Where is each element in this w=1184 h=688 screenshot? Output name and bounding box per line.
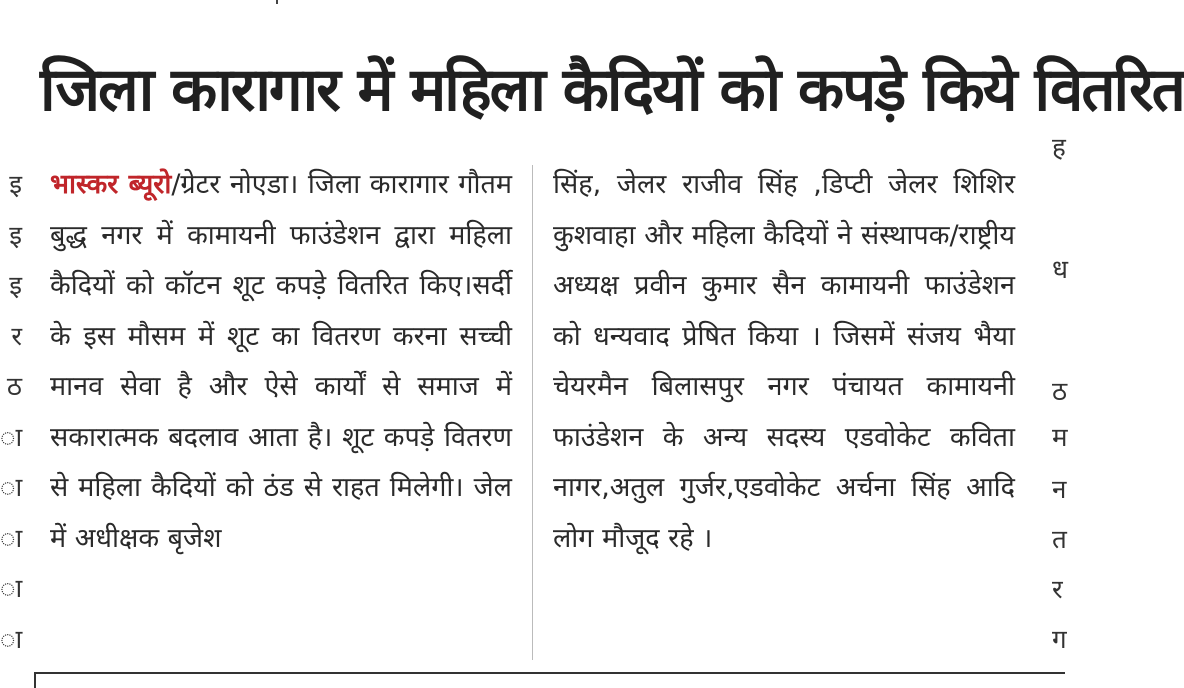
column-divider	[532, 165, 533, 660]
fragment-glyph: ा	[0, 574, 23, 604]
adjacent-column-fragment-left	[0, 160, 22, 688]
top-edge-mark	[276, 0, 284, 4]
bottom-box-rule	[34, 672, 1065, 688]
fragment-glyph: ह	[1052, 133, 1066, 163]
fragment-glyph: ा	[0, 473, 23, 503]
fragment-glyph: म	[1052, 423, 1068, 453]
fragment-glyph: ा	[0, 523, 23, 554]
fragment-glyph: इ	[9, 220, 22, 251]
fragment-glyph: र	[11, 321, 22, 352]
adjacent-column-fragment-right	[1030, 100, 1068, 660]
fragment-glyph: ा	[0, 624, 23, 655]
fragment-glyph: र	[1052, 575, 1063, 605]
article-text-2: सिंह, जेलर राजीव सिंह ,डिप्टी जेलर शिशिर कुशवाहा और महिला कैदियों ने संस्थापक/राष्ट्रीय अध्यक्ष प्रवीन कुमार सैन कामायनी फाउंडेशन को धन्यवाद प्रेषित किया । जिसमें संजय भैया चेयरमैन बिलासपुर नगर पंचायत कामायनी फाउंडेशन के अन्य सदस्य एडवोकेट कविता नागर,अतुल गुर्जर,एडवोकेट अर्चना सिंह आदि लोग मौजूद रहे ।	[553, 169, 1015, 554]
fragment-glyph: इ	[9, 170, 22, 200]
fragment-glyph: ा	[0, 422, 23, 453]
fragment-glyph: ठ	[6, 372, 22, 402]
headline: जिला कारागार में महिला कैदियों को कपड़े किये वितरित	[40, 55, 1184, 125]
article-column-2	[553, 160, 1015, 665]
byline: भास्कर ब्यूरो	[50, 169, 172, 200]
fragment-glyph: ठ	[1052, 377, 1068, 407]
article-text-1: /ग्रेटर नोएडा। जिला कारागार गौतम बुद्ध नगर में कामायनी फाउंडेशन द्वारा महिला कैदियों को कॉटन शूट कपड़े वितरित किए।सर्दी के इस मौसम में शूट का वितरण करना सच्ची मानव सेवा है और ऐसे कार्यों से समाज में सकारात्मक बदलाव आता है। शूट कपड़े वितरण से महिला कैदियों को ठंड से राहत मिलेगी। जेल में अधीक्षक बृजेश	[50, 169, 512, 554]
fragment-glyph: ध	[1052, 255, 1068, 285]
fragment-glyph: इ	[9, 271, 22, 301]
article-column-1	[50, 160, 512, 665]
fragment-glyph: त	[1052, 525, 1067, 555]
fragment-glyph: ग	[1052, 625, 1067, 655]
fragment-glyph: न	[1052, 475, 1067, 505]
